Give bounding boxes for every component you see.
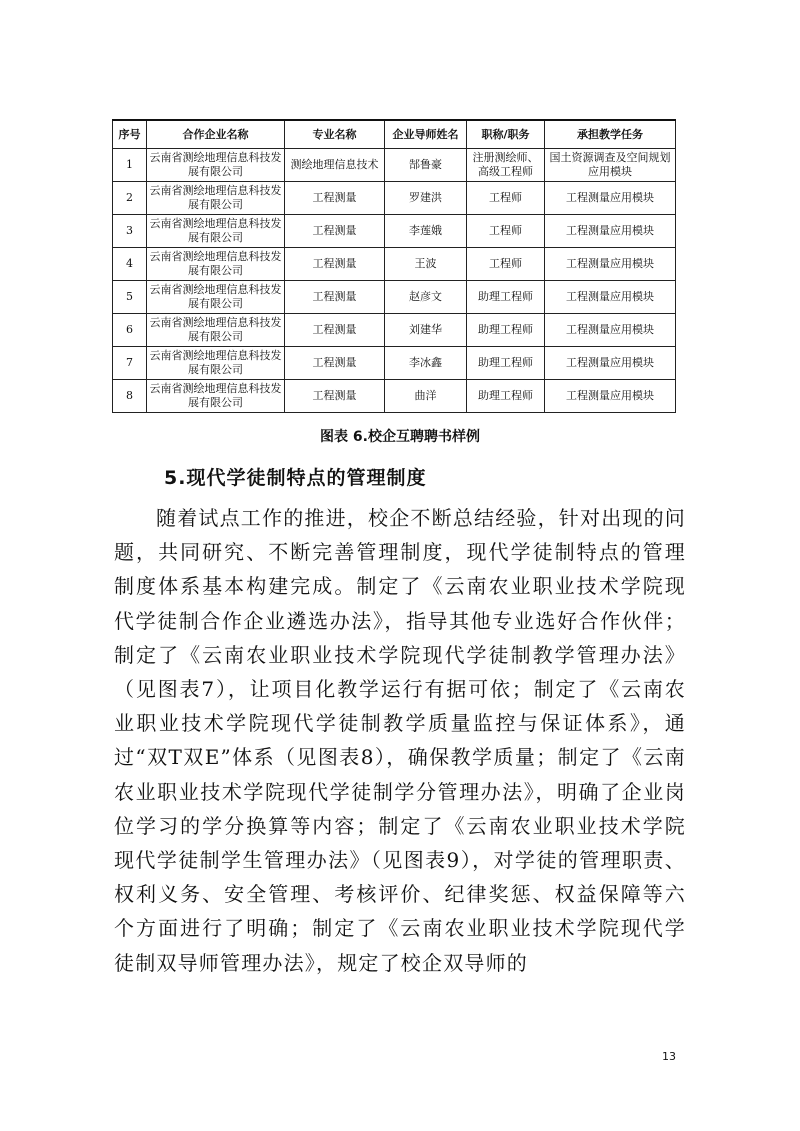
cell-task: 工程测量应用模块 (545, 182, 676, 215)
cell-title: 工程师 (467, 248, 545, 281)
cell-index: 3 (113, 215, 147, 248)
cell-mentor-name: 曲洋 (385, 380, 467, 413)
cell-major: 工程测量 (285, 248, 385, 281)
header-cell-company: 合作企业名称 (147, 120, 285, 149)
cell-major: 工程测量 (285, 380, 385, 413)
cell-major: 工程测量 (285, 314, 385, 347)
cell-title: 注册测绘师、高级工程师 (467, 149, 545, 182)
table-header (113, 120, 676, 149)
cell-task: 工程测量应用模块 (545, 314, 676, 347)
cell-task: 工程测量应用模块 (545, 248, 676, 281)
cell-mentor-name: 罗建洪 (385, 182, 467, 215)
cell-company: 云南省测绘地理信息科技发展有限公司 (147, 215, 285, 248)
cell-company: 云南省测绘地理信息科技发展有限公司 (147, 248, 285, 281)
cell-mentor-name: 王波 (385, 248, 467, 281)
cell-title: 助理工程师 (467, 380, 545, 413)
cell-mentor-name: 刘建华 (385, 314, 467, 347)
cell-index: 4 (113, 248, 147, 281)
cell-company: 云南省测绘地理信息科技发展有限公司 (147, 380, 285, 413)
cell-mentor-name: 李冰鑫 (385, 347, 467, 380)
cell-task: 国土资源调查及空间规划应用模块 (545, 149, 676, 182)
cell-company: 云南省测绘地理信息科技发展有限公司 (147, 347, 285, 380)
cell-index: 6 (113, 314, 147, 347)
cell-company: 云南省测绘地理信息科技发展有限公司 (147, 314, 285, 347)
cell-mentor-name: 郜鲁豪 (385, 149, 467, 182)
cell-major: 工程测量 (285, 182, 385, 215)
cell-task: 工程测量应用模块 (545, 347, 676, 380)
cell-index: 7 (113, 347, 147, 380)
cell-index: 1 (113, 149, 147, 182)
cell-title: 助理工程师 (467, 314, 545, 347)
header-cell-major: 专业名称 (285, 120, 385, 149)
table-row (113, 380, 676, 413)
figure-caption: 图表 6.校企互聘聘书样例 (320, 429, 480, 445)
cell-major: 工程测量 (285, 281, 385, 314)
cell-index: 2 (113, 182, 147, 215)
cell-company: 云南省测绘地理信息科技发展有限公司 (147, 182, 285, 215)
table-row (113, 149, 676, 182)
cell-mentor-name: 赵彦文 (385, 281, 467, 314)
table-row (113, 182, 676, 215)
table-row (113, 347, 676, 380)
cell-title: 工程师 (467, 182, 545, 215)
header-cell-title: 职称/职务 (467, 120, 545, 149)
cell-company: 云南省测绘地理信息科技发展有限公司 (147, 281, 285, 314)
cell-title: 助理工程师 (467, 347, 545, 380)
table-body (113, 149, 676, 413)
section-heading: 5.现代学徒制特点的管理制度 (164, 467, 427, 489)
mentor-roster-table (112, 119, 676, 413)
header-cell-task: 承担教学任务 (545, 120, 676, 149)
table-row (113, 248, 676, 281)
table-row (113, 314, 676, 347)
header-cell-index: 序号 (113, 120, 147, 149)
table-row (113, 281, 676, 314)
cell-major: 测绘地理信息技术 (285, 149, 385, 182)
table-row (113, 215, 676, 248)
cell-major: 工程测量 (285, 215, 385, 248)
page-number: 13 (662, 1050, 676, 1063)
cell-task: 工程测量应用模块 (545, 380, 676, 413)
body-paragraph: 随着试点工作的推进，校企不断总结经验，针对出现的问题，共同研究、不断完善管理制度，现代学徒制特点的管理制度体系基本构建完成。制定了《云南农业职业技术学院现代学徒制合作企业遴选办法》，指导其他专业选好合作伙伴；制定了《云南农业职业技术学院现代学徒制教学管理办法》（见图表7），让项目化教学运行有据可依；制定了《云南农业职业技术学院现代学徒制教学质量监控与保证体系》，通过“双T双E”体系（见图表8），确保教学质量；制定了《云南农业职业技术学院现代学徒制学分管理办法》，明确了企业岗位学习的学分换算等内容；制定了《云南农业职业技术学院现代学徒制学生管理办法》（见图表9），对学徒的管理职责、权利义务、安全管理、考核评价、纪律奖惩、权益保障等六个方面进行了明确；制定了《云南农业职业技术学院现代学徒制双导师管理办法》，规定了校企双导师的 (114, 506, 686, 975)
cell-mentor-name: 李莲娥 (385, 215, 467, 248)
cell-index: 8 (113, 380, 147, 413)
cell-title: 工程师 (467, 215, 545, 248)
cell-index: 5 (113, 281, 147, 314)
cell-task: 工程测量应用模块 (545, 215, 676, 248)
cell-task: 工程测量应用模块 (545, 281, 676, 314)
table-header-row (113, 120, 676, 149)
cell-major: 工程测量 (285, 347, 385, 380)
header-cell-mentor-name: 企业导师姓名 (385, 120, 467, 149)
cell-company: 云南省测绘地理信息科技发展有限公司 (147, 149, 285, 182)
cell-title: 助理工程师 (467, 281, 545, 314)
